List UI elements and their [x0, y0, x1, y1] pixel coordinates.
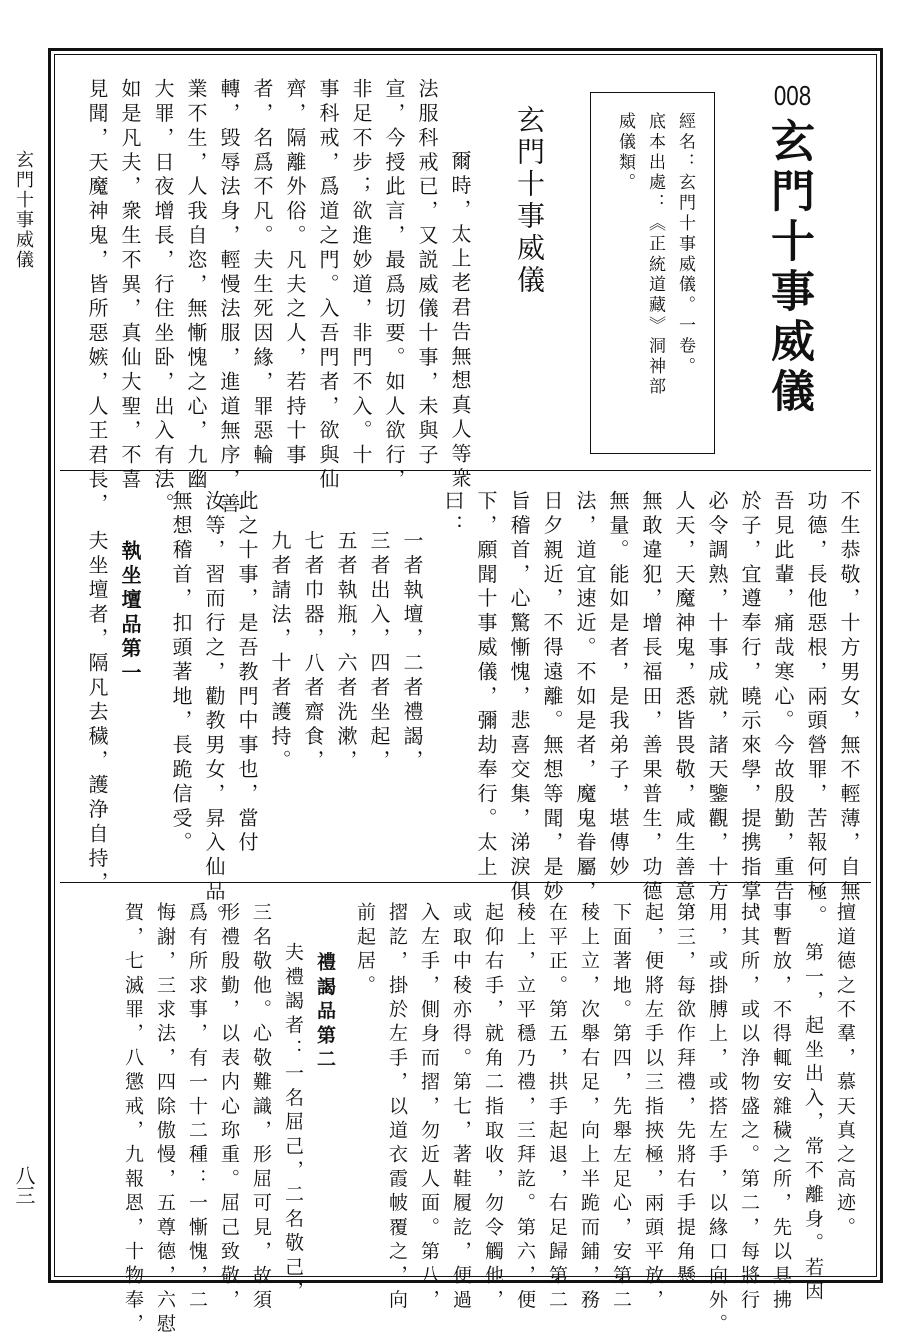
page-number: 八三 [12, 1165, 36, 1205]
text-column: 於子，宜遵奉行，曉示來學，提携指掌， [738, 490, 762, 930]
text-column: 夫禮謁者：一名屈己，二名敬己， [282, 942, 304, 1305]
text-column: 如是凡夫，衆生不異，真仙大聖，不喜 [118, 78, 142, 493]
text-column: 擅道德之不羣，慕天真之高迹。 [834, 902, 856, 1241]
text-column: 人天，天魔神鬼，悉皆畏敬，咸生善意， [672, 490, 696, 930]
text-column: 拭其所，或以浄物盛之。第二，每將行 [738, 902, 760, 1314]
text-column: 事暫放，不得輒安雜穢之所，先以具拂 [770, 902, 792, 1314]
text-column: 大罪，日夜增長，行住坐卧，出入有法。 [151, 78, 175, 518]
entry-title: 玄門十事威儀 [763, 118, 814, 418]
text-column: 齊，隔離外俗。凡夫之人，若持十事 [283, 78, 307, 469]
text-column: 法，道宜速近。不如是者，魔鬼眷屬， [573, 490, 597, 905]
text-column: 爾時，太上老君告無想真人等衆 [448, 150, 472, 492]
text-column: 業不生，人我自恣，無慚愧之心，九幽 [184, 78, 208, 493]
list-column: 一者執壇，二者禮謁， [400, 530, 424, 774]
text-column: 曰： [441, 490, 465, 539]
info-line: 經名：玄門十事威儀。一卷。 [675, 112, 695, 378]
text-column: 摺訖，掛於左手，以道衣霞帔覆之，向 [386, 902, 408, 1314]
text-column: 入左手，側身而摺，勿近人面。第八， [418, 902, 440, 1314]
text-column: 不生恭敬，十方男女，無不輕薄，自無 [837, 490, 861, 905]
text-column: 三名敬他。心敬難識，形屈可見，故須 [250, 902, 272, 1314]
info-line: 底本出處：《正統道藏》洞神部 [645, 112, 665, 398]
text-column: 悔謝，三求法，四除傲慢，五尊德，六慰 [154, 902, 176, 1338]
list-column: 九者請法，十者護持。 [268, 530, 292, 774]
text-column: 事科戒，爲道之門。入吾門者，欲與仙 [316, 78, 340, 493]
text-column: 無想稽首，扣頭著地，長跪信受。 [169, 490, 193, 856]
text-column: 爲有所求事，有一十二種：一慚愧，二 [186, 902, 208, 1314]
text-column: 用，或掛膊上，或搭左手，以緣口向外。 [706, 902, 728, 1338]
text-column: 稜上立，次舉右足，向上半跪而鋪，務 [578, 902, 600, 1314]
scripture-subtitle: 玄門十事威儀 [513, 105, 546, 297]
running-title: 玄門十事威儀 [13, 150, 34, 270]
text-column: 無量。能如是者，是我弟子，堪傳妙 [606, 490, 630, 881]
text-column: 轉，毁辱法身，輕慢法服，進道無序，善 [217, 78, 241, 518]
info-line: 威儀類。 [615, 112, 635, 194]
text-column: 宣，今授此言，最爲切要。如人欲行， [382, 78, 406, 493]
text-column: 起仰右手，就角二指取收，勿令觸他， [482, 902, 504, 1314]
text-column: 下，願聞十事威儀，彌劫奉行。太上 [474, 490, 498, 881]
text-column: 第一，起坐出入，常不離身。若因 [802, 942, 824, 1305]
text-column: 賀，七滅罪，八懲戒，九報恩，十物奉， [122, 902, 144, 1338]
section-heading: 執坐壇品第一 [118, 540, 142, 687]
text-column: 稜上，立平穩乃禮，三拜訖。第六，便 [514, 902, 536, 1314]
text-column: 者，名爲不凡。夫生死因緣，罪惡輪 [250, 78, 274, 469]
entry-number: 008 [773, 80, 812, 111]
text-column: 前起居。 [354, 902, 376, 999]
text-column: 日夕親近，不得遠離。無想等聞，是妙 [540, 490, 564, 905]
text-column: 夫坐壇者，隔凡去穢，護浄自持， [85, 530, 109, 896]
text-column: 起，便將左手以三指挾極，兩頭平放， [642, 902, 664, 1314]
text-column: 見聞，天魔神鬼，皆所惡嫉，人王君長， [85, 78, 109, 518]
list-column: 三者出入，四者坐起， [367, 530, 391, 774]
text-column: 必令調熟，十事成就，諸天鑒觀，十方 [705, 490, 729, 905]
text-column: 下面著地。第四，先舉左足心，安第二 [610, 902, 632, 1314]
text-column: 法服科戒已，又説威儀十事，未與子 [415, 78, 439, 469]
text-column: 此之十事，是吾教門中事也，當付 [235, 490, 259, 856]
text-column: 汝等，習而行之，勸教男女，昇入仙品。 [202, 490, 226, 930]
list-column: 五者執瓶，六者洗漱， [334, 530, 358, 774]
text-column: 旨稽首，心驚慚愧，悲喜交集，涕淚俱 [507, 490, 531, 905]
text-column: 在平正。第五，拱手起退，右足歸第二 [546, 902, 568, 1314]
text-column: 無敢違犯，增長福田，善果普生，功德 [639, 490, 663, 905]
text-column: 功德，長他惡根，兩頭營罪，苦報何極。 [804, 490, 828, 930]
text-column: 第三，每欲作拜禮，先將右手提角懸 [674, 902, 696, 1290]
text-column: 非足不步；欲進妙道，非門不入。十 [349, 78, 373, 469]
text-column: 或取中稜亦得。第七，著鞋履訖，便過 [450, 902, 472, 1314]
list-column: 七者巾器，八者齋食， [301, 530, 325, 774]
text-column: 形禮殷勤，以表内心珎重。屈己致敬， [218, 902, 240, 1314]
text-column: 吾見此輩，痛哉寒心。今故殷勤，重告 [771, 490, 795, 905]
section-heading: 禮謁品第二 [314, 952, 336, 1073]
